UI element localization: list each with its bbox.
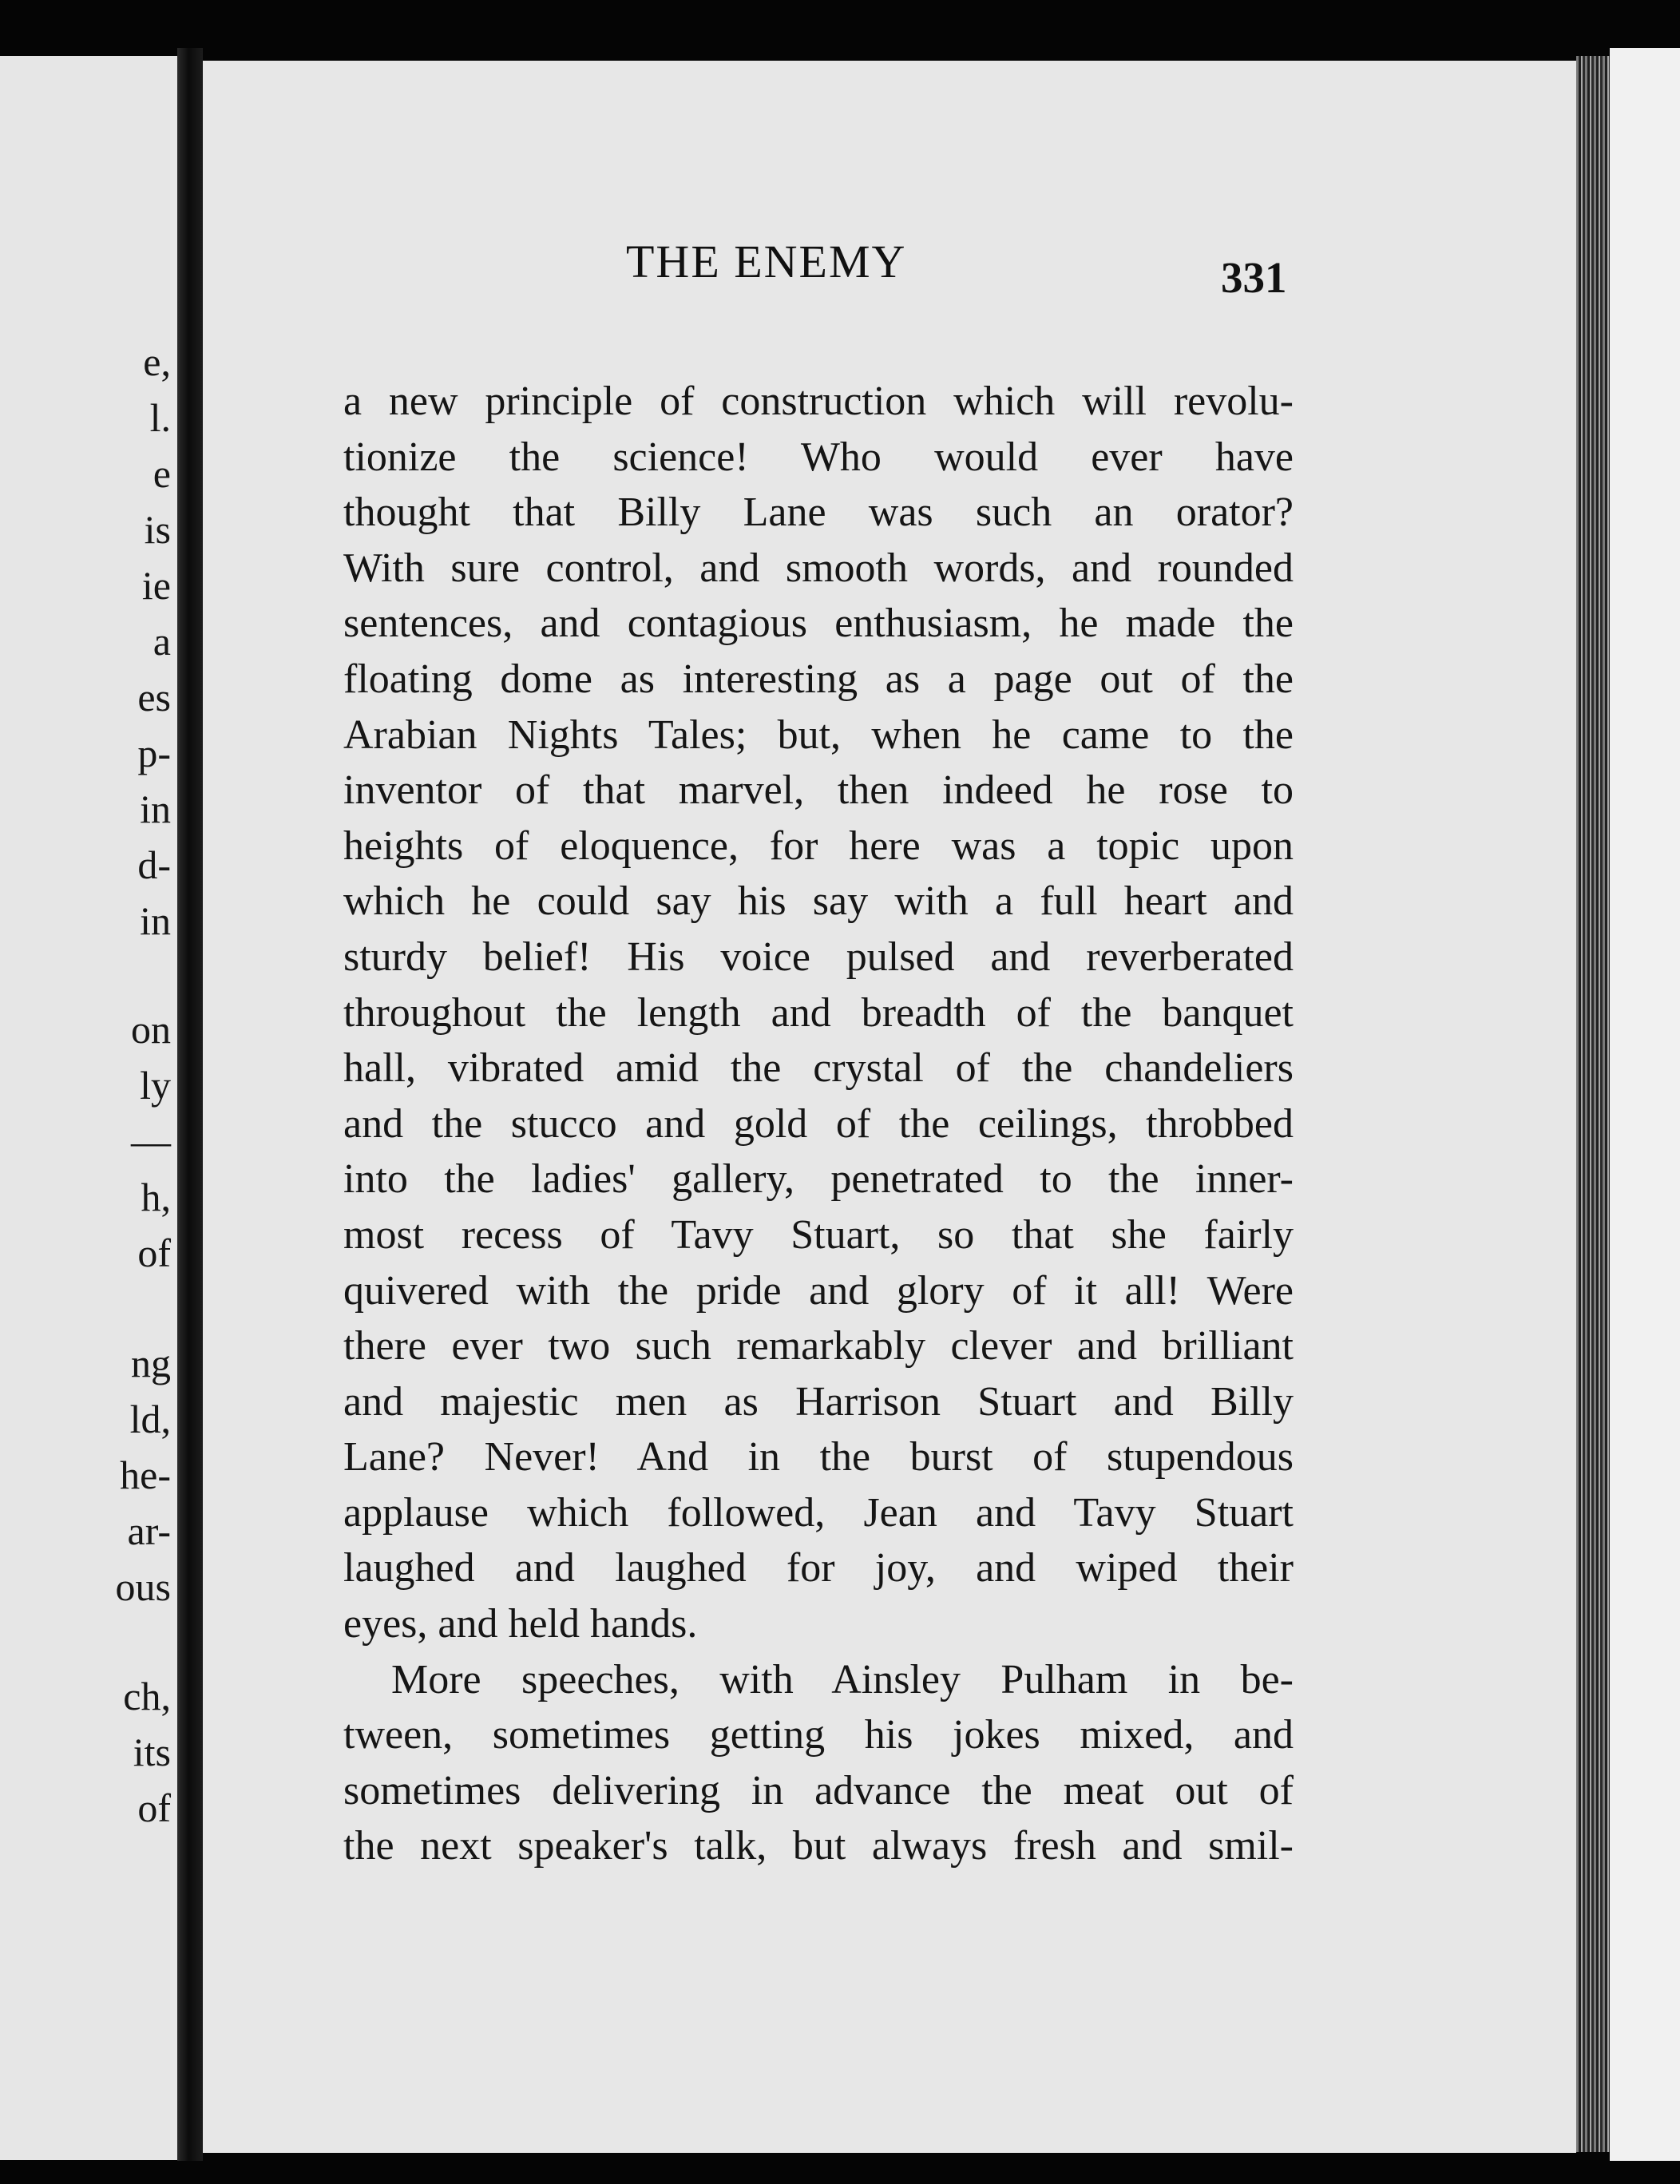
paragraph-2 (343, 1652, 1294, 1874)
line-ending-fragment: ous (115, 1564, 171, 1609)
line-ending-fragment: ly (140, 1063, 171, 1108)
text-line: a new principle of construction which will revolu- (343, 379, 1294, 424)
text-line: quivered with the pride and glory of it all! Were (343, 1267, 1294, 1314)
text-line: thought that Billy Lane was such an orator? (343, 490, 1294, 536)
text-line: tionize the science! Who would ever have (343, 434, 1294, 480)
text-line: applause which followed, Jean and Tavy Stuart (343, 1489, 1294, 1536)
page-number: 331 (1221, 253, 1287, 302)
line-ending-fragment: — (131, 1119, 171, 1163)
text-line: eyes, and held hands. (343, 1601, 698, 1647)
line-ending-fragment: ar- (127, 1508, 171, 1553)
line-ending-fragment: ch, (123, 1674, 171, 1718)
running-header (203, 235, 1576, 302)
line-ending-fragment: he- (120, 1453, 171, 1497)
line-ending-fragment: in (140, 787, 171, 831)
facing-page-line-endings (0, 56, 179, 2160)
line-ending-fragment: a (153, 619, 171, 664)
text-line: sturdy belief! His voice pulsed and reverberated (343, 933, 1294, 980)
text-line: there ever two such remarkably clever and brilliant (343, 1323, 1294, 1369)
book-gutter (177, 48, 203, 2164)
line-ending-fragment: its (133, 1730, 171, 1774)
text-line: heights of eloquence, for here was a topic upon (343, 822, 1294, 869)
text-line: Arabian Nights Tales; but, when he came to the (343, 711, 1294, 758)
line-ending-fragment: of (137, 1231, 171, 1275)
text-line: and the stucco and gold of the ceilings, throbbed (343, 1100, 1294, 1147)
text-line: throughout the length and breadth of the banquet (343, 989, 1294, 1036)
line-ending-fragment: d- (137, 842, 171, 887)
text-line: tween, sometimes getting his jokes mixed, and (343, 1712, 1294, 1758)
scan-background-right (1610, 48, 1680, 2184)
body-text (343, 374, 1294, 1874)
text-line: inventor of that marvel, then indeed he rose to (343, 767, 1294, 814)
line-ending-fragment: is (144, 507, 171, 552)
line-ending-fragment: in (140, 898, 171, 943)
page-fore-edge (1576, 56, 1610, 2152)
line-ending-fragment: e, (143, 339, 171, 384)
book-page (203, 61, 1576, 2153)
running-title: THE ENEMY (626, 236, 907, 287)
text-line: sometimes delivering in advance the meat out of (343, 1767, 1294, 1813)
line-ending-fragment: ng (131, 1341, 171, 1385)
text-line: which he could say his say with a full heart and (343, 878, 1294, 925)
scan-background-bottom (0, 2161, 1680, 2184)
text-line: Lane? Never! And in the burst of stupendous (343, 1434, 1294, 1480)
line-ending-fragment: l. (149, 395, 171, 440)
line-ending-fragment: ie (141, 563, 171, 608)
text-line: With sure control, and smooth words, and rounded (343, 545, 1294, 591)
text-line: into the ladies' gallery, penetrated to the inner- (343, 1156, 1294, 1203)
paragraph-1 (343, 374, 1294, 1652)
line-ending-fragment: h, (141, 1175, 171, 1219)
text-line: and majestic men as Harrison Stuart and Billy (343, 1378, 1294, 1425)
text-line: sentences, and contagious enthusiasm, he made the (343, 601, 1294, 647)
line-ending-fragment: on (131, 1007, 171, 1052)
line-ending-fragment: e (153, 451, 171, 496)
facing-page-left (0, 56, 179, 2160)
line-ending-fragment: of (137, 1786, 171, 1830)
line-ending-fragment: ld, (129, 1397, 171, 1441)
text-line: the next speaker's talk, but always fresh and smil- (343, 1823, 1294, 1869)
line-ending-fragment: p- (137, 731, 171, 775)
text-line: More speeches, with Ainsley Pulham in be- (391, 1656, 1294, 1702)
text-line: floating dome as interesting as a page out of the (343, 656, 1294, 702)
text-line: hall, vibrated amid the crystal of the chandeliers (343, 1045, 1294, 1092)
text-line: laughed and laughed for joy, and wiped their (343, 1545, 1294, 1591)
line-ending-fragment: es (137, 675, 171, 719)
text-line: most recess of Tavy Stuart, so that she fairly (343, 1211, 1294, 1258)
